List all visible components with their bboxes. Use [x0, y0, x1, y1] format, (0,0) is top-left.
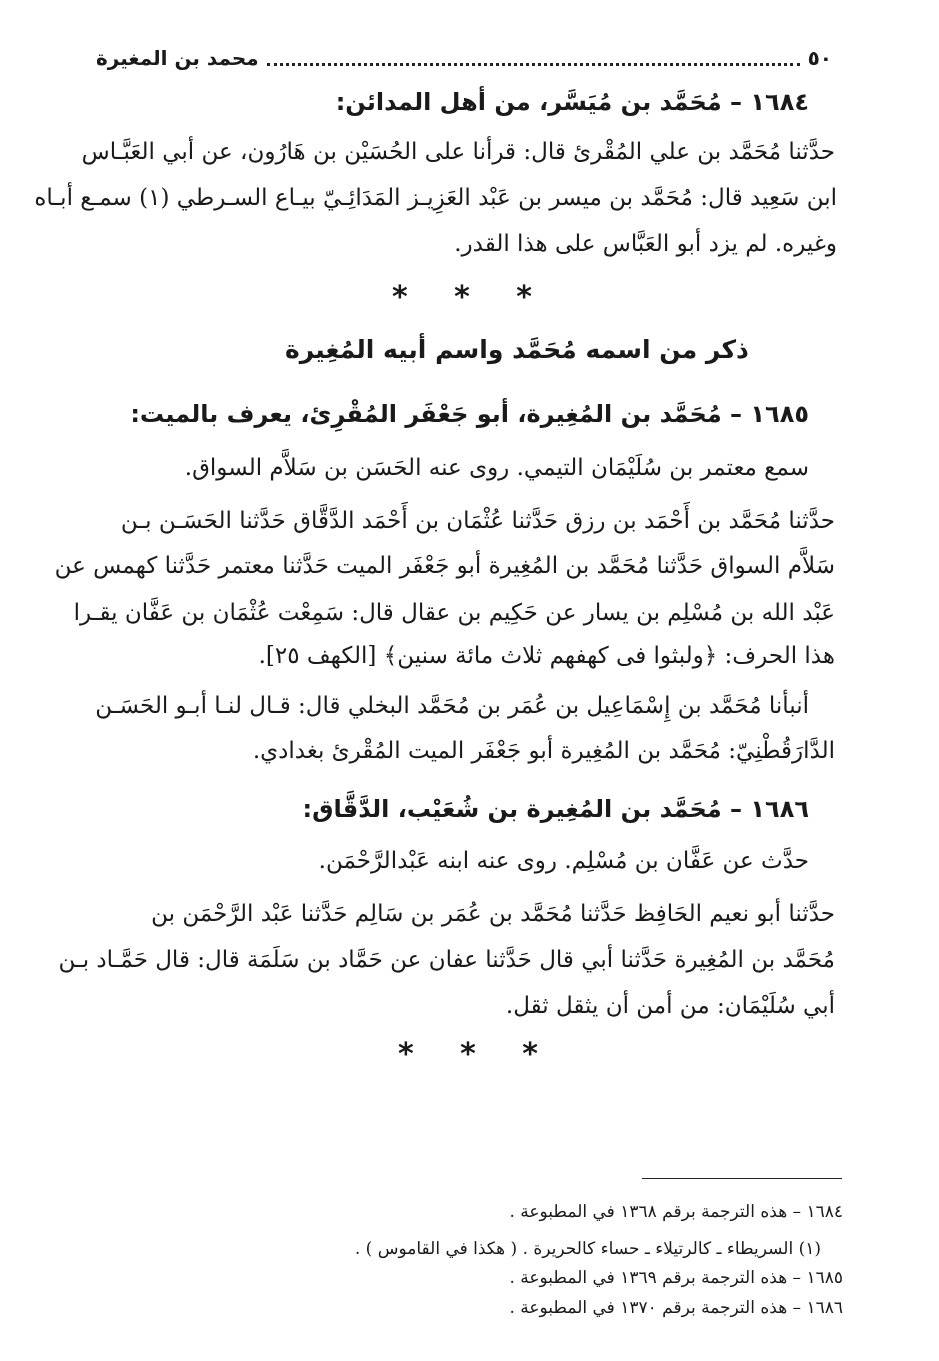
footnote: ١٦٨٥ – هذه الترجمة برقم ١٣٦٩ في المطبوعة .	[509, 1268, 843, 1288]
footnote: ١٦٨٤ – هذه الترجمة برقم ١٣٦٨ في المطبوعة .	[509, 1202, 843, 1222]
text-line: سمع معتمر بن سُلَيْمَان التيمي. روى عنه الحَسَن بن سَلاَّم السواق.	[184, 455, 809, 481]
footnote-rule	[642, 1178, 842, 1179]
section-title: ذكر من اسمه مُحَمَّد واسم أبيه المُغِيرة	[285, 335, 749, 364]
page-header	[96, 40, 832, 76]
text-line: حدَّث عن عَفَّان بن مُسْلِم. روى عنه ابنه عَبْدالرَّحْمَن.	[318, 848, 809, 874]
running-title: محمد بن المغيرة	[96, 46, 259, 70]
header-leader-dots	[267, 62, 800, 66]
text-line: ابن سَعِيد قال: مُحَمَّد بن ميسر بن عَبْد العَزِيـز المَدَائِـيّ بيـاع السـرطي (١) سمـع أبـاه	[34, 185, 837, 211]
page-number: ٥٠	[807, 46, 832, 70]
text-line: وغيره. لم يزد أبو العَبَّاس على هذا القدر.	[454, 231, 837, 257]
entry-heading: ١٦٨٤ – مُحَمَّد بن مُيَسَّر، من أهل المدائن:	[335, 88, 809, 116]
text-line: سَلاَّم السواق حَدَّثنا مُحَمَّد بن المُغِيرة أبو جَعْفَر الميت حَدَّثنا معتمر حَدَّثنا كهمس عن	[54, 553, 835, 579]
footnote: (١) السريطاء ـ كالرتيلاء ـ حساء كالحريرة . ( هكذا في القاموس ) .	[354, 1239, 821, 1259]
text-line: الدَّارَقُطْنِيّ: مُحَمَّد بن المُغِيرة أبو جَعْفَر الميت المُقْرئ بغدادي.	[252, 738, 835, 764]
text-line: حدَّثنا مُحَمَّد بن أَحْمَد بن رزق حَدَّثنا عُثْمَان بن أَحْمَد الدَّقَّاق حَدَّثنا الحَسَـن بـن	[120, 508, 835, 534]
text-line: حدَّثنا مُحَمَّد بن علي المُقْرئ قال: قرأنا على الحُسَيْن بن هَارُون، عن أبي العَبَّـاس	[81, 139, 835, 165]
entry-heading: ١٦٨٥ – مُحَمَّد بن المُغِيرة، أبو جَعْفَر المُقْرِئ، يعرف بالميت:	[130, 400, 809, 428]
footnote: ١٦٨٦ – هذه الترجمة برقم ١٣٧٠ في المطبوعة .	[509, 1298, 843, 1318]
text-line: عَبْد الله بن مُسْلِم بن يسار عن حَكِيم بن عقال قال: سَمِعْت عُثْمَان بن عَفَّان يقـرا	[73, 600, 835, 626]
entry-heading: ١٦٨٦ – مُحَمَّد بن المُغِيرة بن شُعَيْب، الدَّقَّاق:	[302, 795, 809, 823]
separator-stars: * * *	[392, 280, 550, 315]
text-line: أنبأنا مُحَمَّد بن إِسْمَاعِيل بن عُمَر بن مُحَمَّد البخلي قال: قـال لنـا أبـو الحَسَـن	[95, 693, 809, 719]
separator-stars: * * *	[398, 1037, 556, 1072]
text-line: مُحَمَّد بن المُغِيرة حَدَّثنا أبي قال حَدَّثنا عفان عن حَمَّاد بن سَلَمَة قال: قال حَمَّـاد بـن	[58, 947, 835, 973]
text-line: حدَّثنا أبو نعيم الحَافِظ حَدَّثنا مُحَمَّد بن عُمَر بن سَالِم حَدَّثنا عَبْد الرَّحْمَن بن	[151, 901, 835, 927]
text-line: أبي سُلَيْمَان: من أمن أن يثقل ثقل.	[505, 993, 835, 1019]
text-line: هذا الحرف: ﴿ولبثوا فى كهفهم ثلاث مائة سنين﴾ [الكهف ٢٥].	[258, 643, 835, 669]
